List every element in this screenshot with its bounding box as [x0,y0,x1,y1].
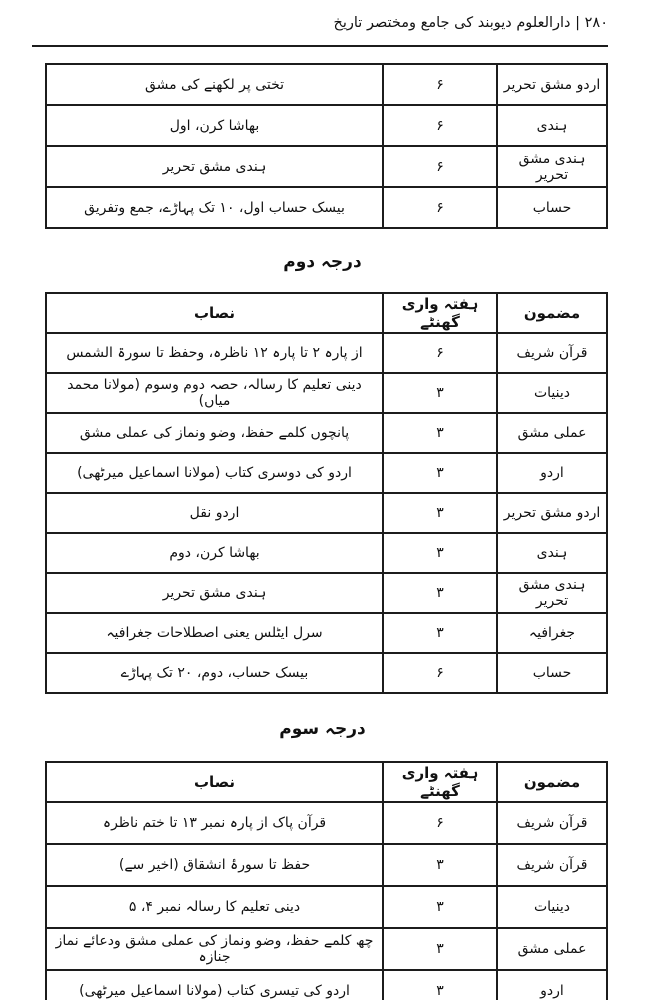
hours-cell: ۶ [383,64,497,105]
subject-cell: ہندی [497,533,607,573]
grade-two-heading: درجہ دوم [283,252,362,272]
subject-cell: حساب [497,653,607,693]
subject-cell: حساب [497,187,607,228]
subject-cell: اردو [497,453,607,493]
table-row [46,886,607,928]
grade-three-table [45,761,608,1000]
grade-three-heading: درجہ سوم [279,719,366,739]
table-row [46,493,607,533]
subject-cell: قرآن شریف [497,844,607,886]
hours-cell: ۶ [383,333,497,373]
grade-two-table [45,292,608,694]
subject-cell: اردو [497,970,607,1000]
curriculum-cell: اردو نقل [46,493,383,533]
table-row [46,613,607,653]
page-header [0,0,645,34]
weekly-hours-column-header: ہفتہ واری گھنٹے [383,293,497,333]
curriculum-cell: بیسک حساب، دوم، ۲۰ تک پہاڑے [46,653,383,693]
table-row [46,802,607,844]
table-row [46,453,607,493]
subject-cell: جغرافیہ [497,613,607,653]
hours-cell: ۳ [383,613,497,653]
table-row [46,533,607,573]
subject-column-header: مضمون [497,293,607,333]
curriculum-cell: بھاشا کرن، دوم [46,533,383,573]
curriculum-cell: بھاشا کرن، اول [46,105,383,146]
subject-cell: عملی مشق [497,413,607,453]
curriculum-column-header: نصاب [46,762,383,802]
curriculum-cell: اردو کی دوسری کتاب (مولانا اسماعیل میرٹھی) [46,453,383,493]
hours-cell: ۳ [383,453,497,493]
subject-cell: ہندی [497,105,607,146]
curriculum-cell: ہندی مشق تحریر [46,573,383,613]
header-divider [32,45,608,47]
subject-cell: دینیات [497,886,607,928]
subject-cell: قرآن شریف [497,333,607,373]
hours-cell: ۳ [383,970,497,1000]
curriculum-cell: بیسک حساب اول، ۱۰ تک پہاڑے، جمع وتفریق [46,187,383,228]
curriculum-cell: ہندی مشق تحریر [46,146,383,187]
hours-cell: ۶ [383,146,497,187]
curriculum-cell: چھ کلمے حفظ، وضو ونماز کی عملی مشق ودعائے نماز جنازہ [46,928,383,970]
hours-cell: ۳ [383,413,497,453]
table-header-row [46,762,607,802]
hours-cell: ۳ [383,373,497,413]
subject-cell: اردو مشق تحریر [497,493,607,533]
weekly-hours-column-header: ہفتہ واری گھنٹے [383,762,497,802]
curriculum-cell: پانچوں کلمے حفظ، وضو ونماز کی عملی مشق [46,413,383,453]
table-row [46,970,607,1000]
curriculum-cell: اردو کی تیسری کتاب (مولانا اسماعیل میرٹھی) [46,970,383,1000]
table-row [46,333,607,373]
table-row [46,373,607,413]
table-row [46,64,607,105]
table-row [46,653,607,693]
hours-cell: ۳ [383,928,497,970]
hours-cell: ۶ [383,802,497,844]
curriculum-cell: سرل ایٹلس یعنی اصطلاحات جغرافیہ [46,613,383,653]
table-row [46,413,607,453]
subject-cell: ہندی مشق تحریر [497,146,607,187]
curriculum-cell: دینی تعلیم کا رسالہ، حصہ دوم وسوم (مولانا محمد میاں) [46,373,383,413]
hours-cell: ۳ [383,886,497,928]
subject-cell: دینیات [497,373,607,413]
table-header-row [46,293,607,333]
hours-cell: ۳ [383,573,497,613]
table-row [46,928,607,970]
subject-cell: قرآن شریف [497,802,607,844]
hours-cell: ۳ [383,493,497,533]
table-row [46,187,607,228]
subject-cell: ہندی مشق تحریر [497,573,607,613]
curriculum-column-header: نصاب [46,293,383,333]
hours-cell: ۶ [383,653,497,693]
table-row [46,844,607,886]
curriculum-cell: حفظ تا سورۂ انشقاق (اخیر سے) [46,844,383,886]
hours-cell: ۳ [383,844,497,886]
subject-column-header: مضمون [497,762,607,802]
curriculum-cell: قرآن پاک از پارہ نمبر ۱۳ تا ختم ناظرہ [46,802,383,844]
curriculum-cell: تختی پر لکھنے کی مشق [46,64,383,105]
curriculum-cell: دینی تعلیم کا رسالہ نمبر ۴، ۵ [46,886,383,928]
curriculum-cell: از پارہ ۲ تا پارہ ۱۲ ناظرہ، وحفظ تا سورۃ الشمس [46,333,383,373]
hours-cell: ۳ [383,533,497,573]
table-row [46,573,607,613]
subject-cell: عملی مشق [497,928,607,970]
hours-cell: ۶ [383,187,497,228]
curriculum-table-continued [45,63,608,229]
table-row [46,146,607,187]
hours-cell: ۶ [383,105,497,146]
table-row [46,105,607,146]
page-header-text: ۲۸۰ | دارالعلوم دیوبند کی جامع ومختصر تاریخ [333,15,608,31]
subject-cell: اردو مشق تحریر [497,64,607,105]
